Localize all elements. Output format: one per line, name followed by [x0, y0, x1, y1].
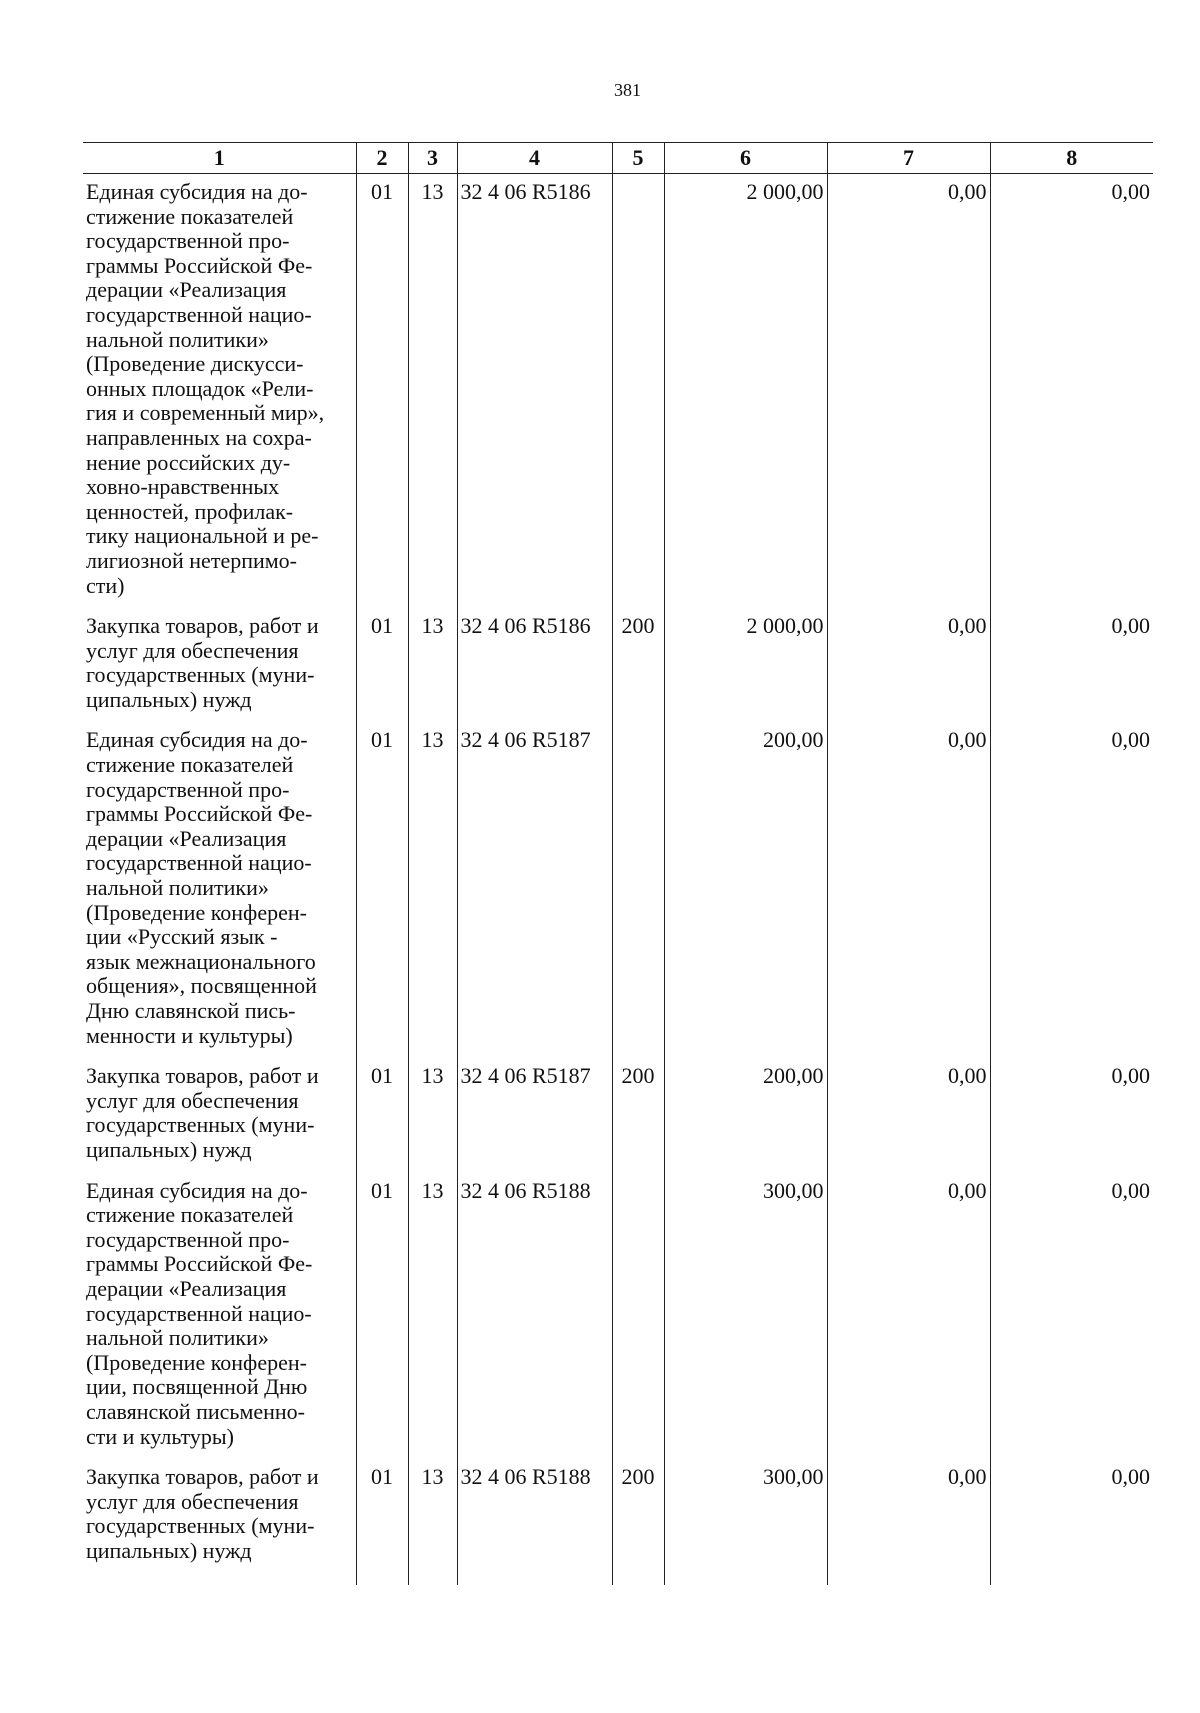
- row-pr: 13: [408, 1173, 457, 1460]
- row-kcsr: 32 4 06 R5186: [457, 608, 612, 722]
- table-row: [83, 722, 1153, 1058]
- row-kcsr: 32 4 06 R5188: [457, 1173, 612, 1460]
- row-pr: 13: [408, 174, 457, 609]
- row-pr: 13: [408, 1058, 457, 1172]
- row-value-7: 0,00: [827, 608, 990, 722]
- row-value-7: 0,00: [827, 1459, 990, 1585]
- row-pr: 13: [408, 722, 457, 1058]
- row-value-7: 0,00: [827, 174, 990, 609]
- row-kcsr: 32 4 06 R5187: [457, 1058, 612, 1172]
- row-pr: 13: [408, 1459, 457, 1585]
- column-header: 1: [83, 143, 356, 174]
- row-rz: 01: [356, 1058, 408, 1172]
- column-header: 6: [664, 143, 827, 174]
- row-name: Закупка товаров, работ и услуг для обеспечения государственных (муни- ципальных) нужд: [86, 613, 319, 712]
- table-row: [83, 608, 1153, 722]
- row-value-8: 0,00: [990, 608, 1153, 722]
- row-rz: 01: [356, 722, 408, 1058]
- row-kcsr: 32 4 06 R5187: [457, 722, 612, 1058]
- row-vr: 200: [612, 1058, 664, 1172]
- row-name: Единая субсидия на до- стижение показателей государственной про- граммы Российской Фе- дерации «Реализация государственной нацио- нальной политики» (Проведение конферен- ции, посвященной Дню славянской письменно- сти и культуры): [86, 1177, 313, 1449]
- budget-table: [83, 142, 1153, 1585]
- row-pr: 13: [408, 608, 457, 722]
- row-kcsr: 32 4 06 R5188: [457, 1459, 612, 1585]
- table-row: [83, 1459, 1153, 1585]
- row-value-8: 0,00: [990, 1058, 1153, 1172]
- row-rz: 01: [356, 608, 408, 722]
- row-name: Единая субсидия на до- стижение показателей государственной про- граммы Российской Фе- дерации «Реализация государственной нацио- нальной политики» (Проведение конферен- ции «Русский язык - язык межнационального общения», посвященной Дню славянской пись- менности и культуры): [86, 727, 317, 1048]
- row-rz: 01: [356, 1173, 408, 1460]
- column-header: 5: [612, 143, 664, 174]
- row-value-7: 0,00: [827, 1058, 990, 1172]
- column-header: 2: [356, 143, 408, 174]
- page-number: 381: [614, 80, 641, 100]
- row-name: Закупка товаров, работ и услуг для обеспечения государственных (муни- ципальных) нужд: [86, 1063, 319, 1162]
- column-header: 4: [457, 143, 612, 174]
- row-value-6: 200,00: [664, 722, 827, 1058]
- row-vr: 200: [612, 1459, 664, 1585]
- row-value-6: 2 000,00: [664, 174, 827, 609]
- row-value-8: 0,00: [990, 722, 1153, 1058]
- row-value-8: 0,00: [990, 174, 1153, 609]
- row-rz: 01: [356, 174, 408, 609]
- row-value-6: 300,00: [664, 1173, 827, 1460]
- row-kcsr: 32 4 06 R5186: [457, 174, 612, 609]
- table-row: [83, 174, 1153, 609]
- column-header: 8: [990, 143, 1153, 174]
- row-value-7: 0,00: [827, 722, 990, 1058]
- row-value-7: 0,00: [827, 1173, 990, 1460]
- row-value-8: 0,00: [990, 1173, 1153, 1460]
- row-vr: [612, 722, 664, 1058]
- row-name: Закупка товаров, работ и услуг для обеспечения государственных (муни- ципальных) нужд: [86, 1464, 319, 1563]
- row-vr: 200: [612, 608, 664, 722]
- table-row: [83, 1058, 1153, 1172]
- row-vr: [612, 1173, 664, 1460]
- row-value-6: 300,00: [664, 1459, 827, 1585]
- table-row: [83, 1173, 1153, 1460]
- row-rz: 01: [356, 1459, 408, 1585]
- row-value-6: 200,00: [664, 1058, 827, 1172]
- row-vr: [612, 174, 664, 609]
- row-name: Единая субсидия на до- стижение показателей государственной про- граммы Российской Фе- дерации «Реализация государственной нацио- нальной политики» (Проведение дискусси- онных площадок «Рели- гия и современный мир», направленных на сохра- нение российских ду- ховно-нравственных ценностей, профилак- тику национальной и ре- лигиозной нетерпимо- сти): [86, 179, 325, 598]
- row-value-6: 2 000,00: [664, 608, 827, 722]
- table-header-row: [83, 143, 1153, 174]
- column-header: 7: [827, 143, 990, 174]
- column-header: 3: [408, 143, 457, 174]
- row-value-8: 0,00: [990, 1459, 1153, 1585]
